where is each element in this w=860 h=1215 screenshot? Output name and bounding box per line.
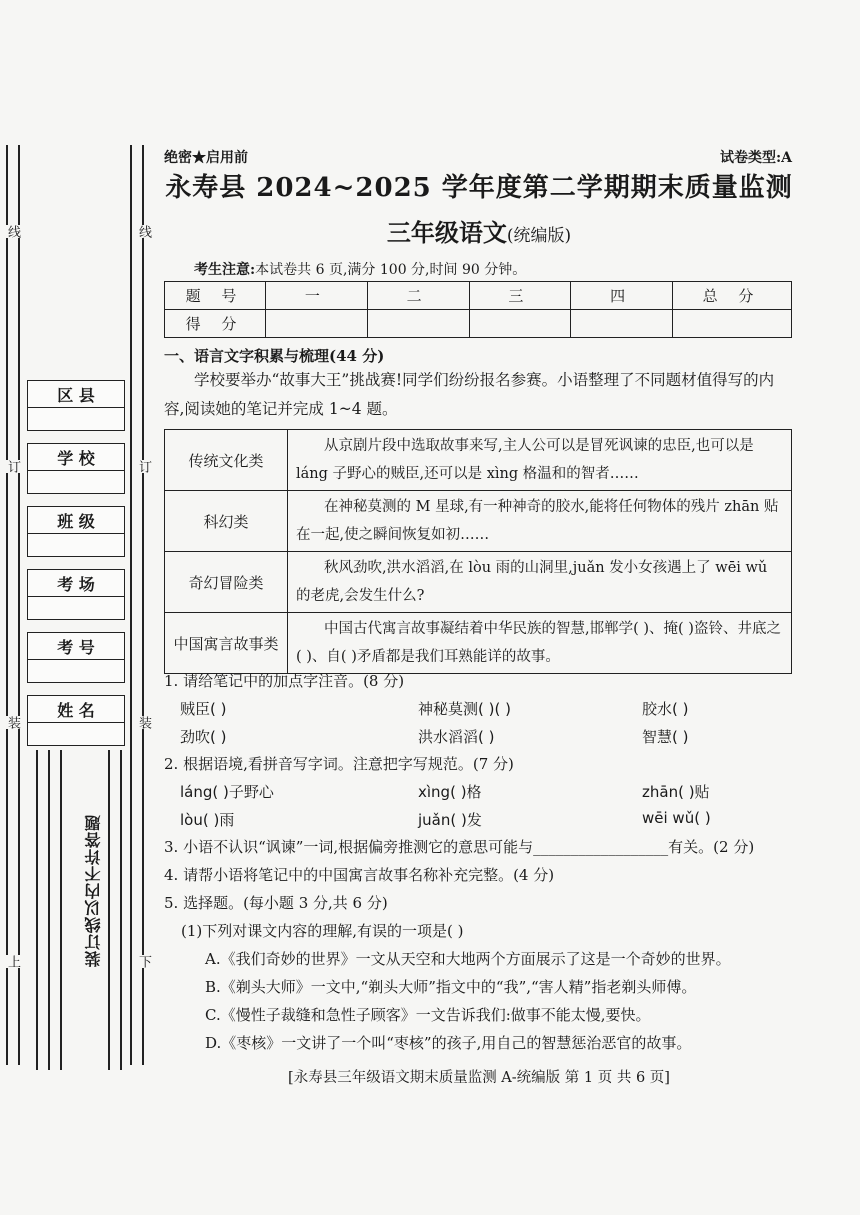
- score-input[interactable]: [367, 310, 469, 338]
- edition-label: (统编版): [506, 226, 572, 246]
- cut-label: 订: [136, 460, 151, 473]
- note-text: 秋风劲吹,洪水滔滔,在 lòu 雨的山洞里,juǎn 发小女孩遇上了 wēi wǔ 的老虎,会发生什么?: [288, 552, 792, 613]
- page-title: 永寿县 2024~2025 学年度第二学期期末质量监测: [165, 173, 793, 203]
- q1-answer-blank[interactable]: 智慧( ): [642, 728, 689, 746]
- q2-answer-blank[interactable]: láng( )子野心: [180, 783, 274, 801]
- subject-title: [164, 213, 794, 248]
- note-category: 奇幻冒险类: [165, 552, 288, 613]
- paper-type: 试卷类型:A: [719, 150, 792, 166]
- field-label: 考 场: [28, 570, 124, 597]
- score-cell: 三: [469, 282, 571, 310]
- cut-label: 上: [5, 955, 20, 968]
- question-1: 1. 请给笔记中的加点字注音。(8 分): [164, 672, 405, 690]
- cut-label: 订: [5, 460, 20, 473]
- question-5: 5. 选择题。(每小题 3 分,共 6 分): [164, 894, 388, 912]
- q1-answer-blank[interactable]: 贼臣( ): [180, 700, 227, 718]
- note-row: [165, 613, 792, 674]
- field-label: 考 号: [28, 633, 124, 660]
- subject-name: 三年级语文: [386, 218, 507, 247]
- cut-label: 线: [5, 225, 20, 238]
- cut-line: [18, 145, 20, 1065]
- q1-answer-blank[interactable]: 劲吹( ): [180, 728, 227, 746]
- field-exam-room[interactable]: [27, 569, 125, 620]
- q2-answer-blank[interactable]: zhān( )贴: [642, 783, 710, 801]
- score-cell: 总 分: [673, 282, 792, 310]
- cut-label: 线: [136, 225, 151, 238]
- notice-text: 本试卷共 6 页,满分 100 分,时间 90 分钟。: [255, 262, 527, 278]
- field-label: 学 校: [28, 444, 124, 471]
- cut-line: [120, 750, 122, 1070]
- cut-line: [108, 750, 110, 1070]
- note-row: [165, 430, 792, 491]
- question-3: 3. 小语不认识“讽谏”一词,根据偏旁推测它的意思可能与__________________有关。(2 分): [164, 838, 755, 856]
- note-row: [165, 552, 792, 613]
- score-header-row: [165, 282, 792, 310]
- field-school[interactable]: [27, 443, 125, 494]
- q2-answer-blank[interactable]: lòu( )雨: [180, 811, 235, 829]
- q1-answer-blank[interactable]: 胶水( ): [642, 700, 689, 718]
- note-text: 在神秘莫测的 M 星球,有一种神奇的胶水,能将任何物体的残片 zhān 贴在一起,使之瞬间恢复如初……: [288, 491, 792, 552]
- section-intro: 学校要举办“故事大王”挑战赛!同学们纷纷报名参赛。小语整理了不同题材值得写的内容,阅读她的笔记并完成 1~4 题。: [164, 371, 775, 418]
- field-district[interactable]: [27, 380, 125, 431]
- field-name[interactable]: [27, 695, 125, 746]
- question-2: 2. 根据语境,看拼音写字词。注意把字写规范。(7 分): [164, 755, 514, 773]
- score-input[interactable]: [266, 310, 368, 338]
- score-cell: 四: [571, 282, 673, 310]
- score-value-row: [165, 310, 792, 338]
- cut-line: [142, 145, 144, 1065]
- q2-answer-blank[interactable]: xìng( )格: [418, 783, 482, 801]
- field-label: 班 级: [28, 507, 124, 534]
- score-cell: 二: [367, 282, 469, 310]
- question-5-1: (1)下列对课文内容的理解,有误的一项是( ): [181, 922, 464, 940]
- choice-option-b[interactable]: B.《剃头大师》一文中,“剃头大师”指文中的“我”,“害人精”指老剃头师傅。: [205, 978, 697, 996]
- cut-label: 下: [136, 955, 151, 968]
- score-cell: 一: [266, 282, 368, 310]
- score-cell: 得 分: [165, 310, 266, 338]
- section-heading: 一、语言文字积累与梳理(44 分): [164, 347, 385, 365]
- choice-option-d[interactable]: D.《枣核》一文讲了一个叫“枣核”的孩子,用自己的智慧惩治恶官的故事。: [205, 1034, 692, 1052]
- secret-label: 绝密★启用前: [164, 150, 248, 166]
- score-input[interactable]: [571, 310, 673, 338]
- cut-line: [6, 145, 8, 1065]
- note-category: 科幻类: [165, 491, 288, 552]
- score-input[interactable]: [673, 310, 792, 338]
- cut-line: [36, 750, 38, 1070]
- choice-option-a[interactable]: A.《我们奇妙的世界》一文从天空和大地两个方面展示了这是一个奇妙的世界。: [205, 950, 731, 968]
- notice-label: 考生注意:: [194, 262, 256, 278]
- field-class[interactable]: [27, 506, 125, 557]
- field-exam-number[interactable]: [27, 632, 125, 683]
- q1-answer-blank[interactable]: 洪水滔滔( ): [418, 728, 495, 746]
- cut-line: [48, 750, 50, 1070]
- note-text: 从京剧片段中选取故事来写,主人公可以是冒死讽谏的忠臣,也可以是 láng 子野心的贼臣,还可以是 xìng 格温和的智者……: [288, 430, 792, 491]
- cut-label: 装: [136, 716, 151, 729]
- q2-answer-blank[interactable]: wēi wǔ( ): [642, 809, 711, 827]
- sealed-line-notice: 装订线以内不许答题: [82, 810, 105, 971]
- field-label: 区 县: [28, 381, 124, 408]
- q1-answer-blank[interactable]: 神秘莫测( )( ): [418, 700, 511, 718]
- note-category: 传统文化类: [165, 430, 288, 491]
- note-category: 中国寓言故事类: [165, 613, 288, 674]
- cut-line: [60, 750, 62, 1070]
- score-input[interactable]: [469, 310, 571, 338]
- score-cell: 题 号: [165, 282, 266, 310]
- exam-notice: [194, 259, 526, 279]
- cut-line: [130, 145, 132, 1065]
- question-4: 4. 请帮小语将笔记中的中国寓言故事名称补充完整。(4 分): [164, 866, 555, 884]
- cut-label: 装: [5, 716, 20, 729]
- score-table: [164, 281, 792, 338]
- notes-table: [164, 429, 792, 674]
- note-row: [165, 491, 792, 552]
- page-footer: [永寿县三年级语文期末质量监测 A-统编版 第 1 页 共 6 页]: [288, 1070, 670, 1086]
- field-label: 姓 名: [28, 696, 124, 723]
- choice-option-c[interactable]: C.《慢性子裁缝和急性子顾客》一文告诉我们:做事不能太慢,要快。: [205, 1006, 651, 1024]
- note-text: 中国古代寓言故事凝结着中华民族的智慧,邯郸学( )、掩( )盗铃、井底之( )、自( )矛盾都是我们耳熟能详的故事。: [288, 613, 792, 674]
- q2-answer-blank[interactable]: juǎn( )发: [418, 811, 482, 829]
